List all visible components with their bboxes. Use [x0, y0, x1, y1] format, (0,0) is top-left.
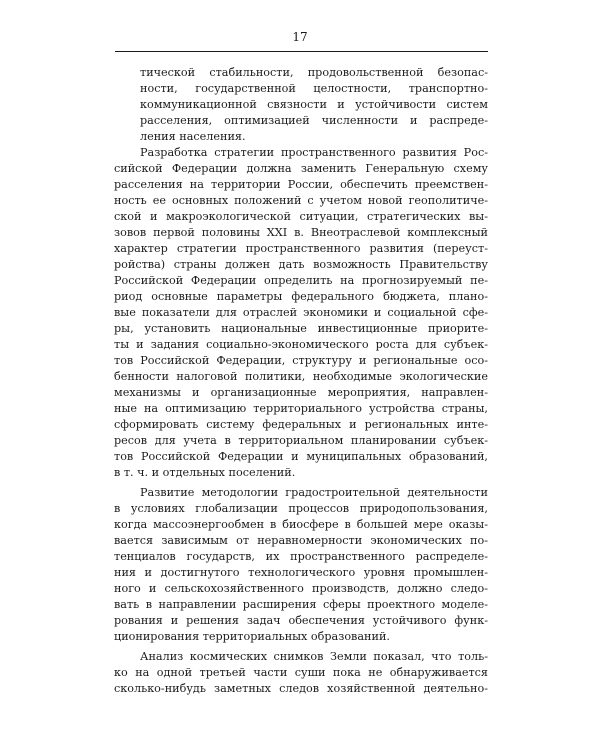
body-text — [114, 65, 488, 697]
text-line: сийской Федерации должна заменить Генеральную схему — [114, 162, 488, 175]
text-line: ры, установить национальные инвестиционные приорите- — [114, 322, 488, 335]
text-line: тической стабильности, продовольственной безопас- — [140, 66, 488, 79]
text-line: Разработка стратегии пространственного развития Рос- — [140, 146, 488, 159]
text-line: в т. ч. и отдельных поселений. — [114, 466, 296, 479]
header-rule — [115, 51, 488, 52]
text-line: расселения, оптимизацией численности и распреде- — [140, 114, 488, 127]
text-line: сформировать систему федеральных и региональных инте- — [114, 418, 488, 431]
text-line: ности, государственной целостности, транспортно- — [140, 82, 488, 95]
text-line: когда массоэнергообмен в биосфере в большей мере оказы- — [114, 518, 488, 531]
text-line: характер стратегии пространственного развития (переуст- — [114, 242, 488, 255]
text-line: сколько-нибудь заметных следов хозяйственной деятельно- — [114, 682, 488, 695]
text-line: Развитие методологии градостроительной деятельности — [140, 486, 488, 499]
text-line: ного и сельскохозяйственного производств, должно следо- — [114, 582, 488, 595]
text-line: в условиях глобализации процессов природопользования, — [114, 502, 488, 515]
text-line: вается зависимым от неравномерности экономических по- — [114, 534, 488, 547]
text-line: ресов для учета в территориальном планировании субъек- — [114, 434, 488, 447]
text-line: расселения на территории России, обеспечить преемствен- — [114, 178, 488, 191]
page-number: 17 — [292, 30, 308, 44]
text-line: ты и задания социально-экономического роста для субъек- — [114, 338, 488, 351]
text-line: риод основные параметры федерального бюджета, плано- — [114, 290, 488, 303]
text-line: ные на оптимизацию территориального устройства страны, — [114, 402, 488, 415]
text-line: вые показатели для отраслей экономики и социальной сфе- — [114, 306, 488, 319]
text-line: тов Российской Федерации, структуру и региональные осо- — [114, 354, 488, 367]
text-line: ния и достигнутого технологического уровня промышлен- — [114, 566, 488, 579]
text-line: рования и решения задач обеспечения устойчивого функ- — [114, 614, 488, 627]
text-line: бенности налоговой политики, необходимые экологические — [114, 370, 488, 383]
text-line: ционирования территориальных образований. — [114, 630, 390, 643]
paragraph-continuation — [114, 65, 488, 145]
paragraph — [114, 485, 488, 645]
text-line: вать в направлении расширения сферы проектного моделе- — [114, 598, 488, 611]
text-line: ко на одной третьей части суши пока не обнаруживается — [114, 666, 488, 679]
text-line: механизмы и организационные мероприятия, направлен- — [114, 386, 488, 399]
paragraph — [114, 145, 488, 481]
text-line: Российской Федерации определить на прогнозируемый пе- — [114, 274, 488, 287]
text-line: коммуникационной связности и устойчивости систем — [140, 98, 488, 111]
text-line: ления населения. — [140, 130, 246, 143]
text-line: зовов первой половины XXI в. Внеотраслевой комплексный — [114, 226, 488, 239]
text-line: ность ее основных положений с учетом новой геополитиче- — [114, 194, 488, 207]
text-line: тенциалов государств, их пространственного распределе- — [114, 550, 488, 563]
text-line: ской и макроэкологической ситуации, стратегических вы- — [114, 210, 488, 223]
paragraph — [114, 649, 488, 697]
text-line: тов Российской Федерации и муниципальных образований, — [114, 450, 488, 463]
text-line: Анализ космических снимков Земли показал, что толь- — [140, 650, 488, 663]
text-line: ройства) страны должен дать возможность Правительству — [114, 258, 488, 271]
